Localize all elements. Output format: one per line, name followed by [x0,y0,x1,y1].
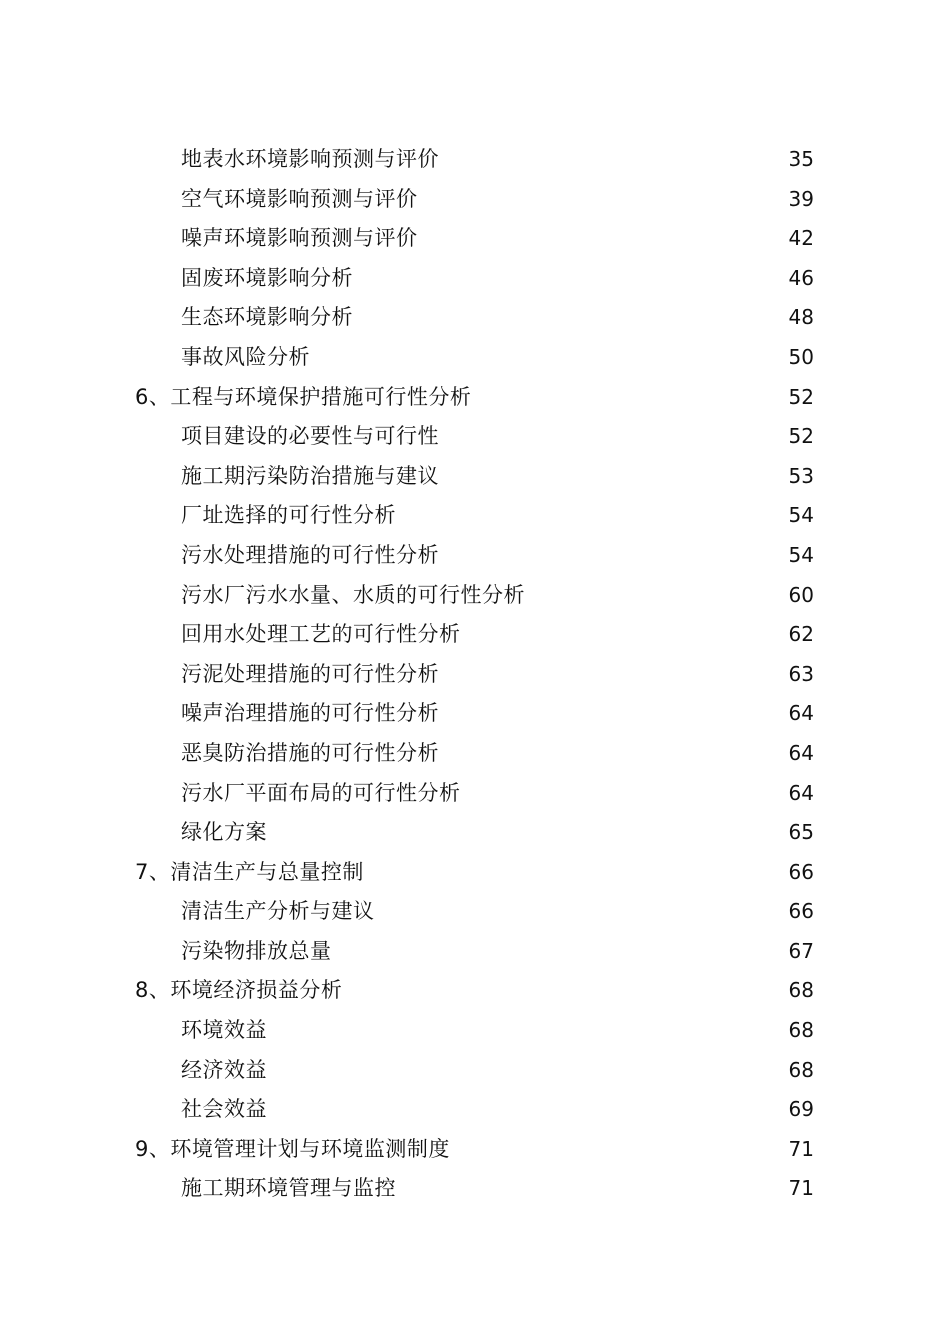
toc-entry-title: 生态环境影响分析 [181,305,353,330]
toc-entry-page-number: 52 [788,384,814,409]
toc-entry-page-number: 66 [788,899,814,924]
table-of-contents [0,140,950,1209]
toc-section-entry[interactable] [0,774,950,814]
toc-entry-page-number: 64 [788,740,814,765]
toc-entry-title: 绿化方案 [181,820,267,845]
toc-entry-page-number: 54 [788,542,814,567]
toc-entry-title: 项目建设的必要性与可行性 [181,424,439,449]
toc-entry-title: 污水厂污水水量、水质的可行性分析 [181,582,525,607]
toc-section-entry[interactable] [0,1090,950,1130]
toc-entry-page-number: 64 [788,701,814,726]
toc-section-entry[interactable] [0,615,950,655]
toc-entry-title: 经济效益 [181,1057,267,1082]
toc-entry-page-number: 71 [788,1176,814,1201]
toc-section-entry[interactable] [0,694,950,734]
toc-section-entry[interactable] [0,417,950,457]
toc-entry-page-number: 65 [788,820,814,845]
toc-section-entry[interactable] [0,219,950,259]
toc-entry-title: 地表水环境影响预测与评价 [181,147,439,171]
toc-entry-page-number: 39 [788,186,814,211]
toc-entry-page-number: 52 [788,424,814,449]
toc-entry-page-number: 68 [788,1057,814,1082]
toc-section-entry[interactable] [0,1011,950,1051]
toc-entry-page-number: 50 [788,344,814,369]
toc-entry-title: 污水厂平面布局的可行性分析 [181,780,461,805]
toc-chapter-entry[interactable] [0,971,950,1011]
toc-entry-title: 污泥处理措施的可行性分析 [181,661,439,686]
toc-section-entry[interactable] [0,813,950,853]
toc-entry-title: 固废环境影响分析 [181,265,353,290]
toc-entry-title: 事故风险分析 [181,344,310,369]
toc-section-entry[interactable] [0,140,950,180]
toc-section-entry[interactable] [0,1051,950,1091]
toc-entry-page-number: 54 [788,503,814,528]
toc-entry-page-number: 68 [788,1018,814,1043]
toc-chapter-entry[interactable] [0,853,950,893]
toc-entry-page-number: 60 [788,582,814,607]
toc-section-entry[interactable] [0,655,950,695]
toc-entry-title: 社会效益 [181,1097,267,1122]
toc-entry-title: 8、环境经济损益分析 [135,978,343,1003]
toc-entry-page-number: 71 [788,1136,814,1161]
toc-entry-page-number: 48 [788,305,814,330]
toc-entry-page-number: 63 [788,661,814,686]
toc-entry-title: 回用水处理工艺的可行性分析 [181,622,461,647]
toc-chapter-entry[interactable] [0,1130,950,1170]
toc-section-entry[interactable] [0,457,950,497]
toc-entry-title: 6、工程与环境保护措施可行性分析 [135,384,472,409]
toc-entry-page-number: 64 [788,780,814,805]
toc-section-entry[interactable] [0,536,950,576]
toc-chapter-entry[interactable] [0,378,950,418]
toc-entry-title: 施工期环境管理与监控 [181,1176,396,1201]
toc-entry-title: 恶臭防治措施的可行性分析 [181,740,439,765]
toc-section-entry[interactable] [0,734,950,774]
toc-section-entry[interactable] [0,496,950,536]
toc-entry-title: 污水处理措施的可行性分析 [181,542,439,567]
toc-entry-page-number: 68 [788,978,814,1003]
toc-entry-title: 噪声治理措施的可行性分析 [181,701,439,726]
toc-section-entry[interactable] [0,892,950,932]
toc-entry-page-number: 35 [788,147,814,171]
toc-entry-page-number: 46 [788,265,814,290]
toc-section-entry[interactable] [0,1169,950,1209]
toc-entry-title: 7、清洁生产与总量控制 [135,859,364,884]
toc-entry-page-number: 62 [788,622,814,647]
toc-entry-page-number: 42 [788,226,814,251]
toc-section-entry[interactable] [0,180,950,220]
toc-entry-title: 环境效益 [181,1018,267,1043]
toc-entry-page-number: 67 [788,938,814,963]
toc-entry-title: 厂址选择的可行性分析 [181,503,396,528]
toc-entry-title: 噪声环境影响预测与评价 [181,226,418,251]
toc-entry-title: 施工期污染防治措施与建议 [181,463,439,488]
toc-section-entry[interactable] [0,932,950,972]
toc-entry-title: 清洁生产分析与建议 [181,899,375,924]
toc-section-entry[interactable] [0,576,950,616]
toc-entry-title: 9、环境管理计划与环境监测制度 [135,1136,450,1161]
toc-entry-page-number: 69 [788,1097,814,1122]
toc-entry-title: 空气环境影响预测与评价 [181,186,418,211]
toc-section-entry[interactable] [0,338,950,378]
toc-entry-title: 污染物排放总量 [181,938,332,963]
toc-entry-page-number: 53 [788,463,814,488]
toc-section-entry[interactable] [0,298,950,338]
toc-section-entry[interactable] [0,259,950,299]
toc-entry-page-number: 66 [788,859,814,884]
